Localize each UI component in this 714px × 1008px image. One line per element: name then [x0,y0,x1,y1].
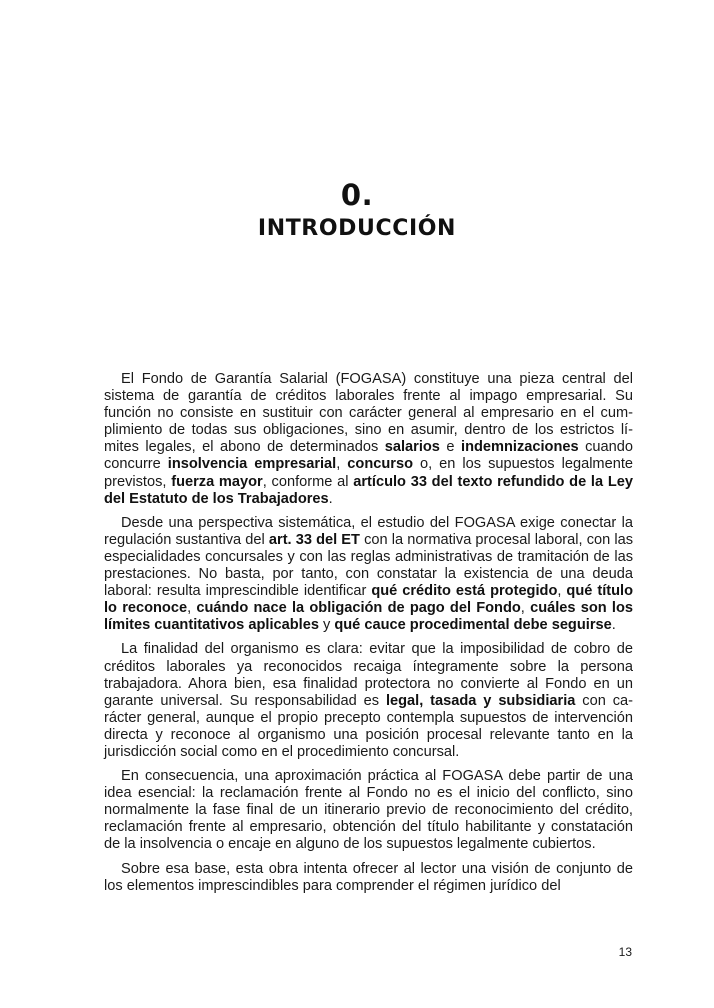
emphasized-text: art. 33 del ET [268,531,360,548]
body-text-run: cuando concurre [104,439,633,473]
body-text-run: y [318,617,335,634]
emphasized-text: qué cauce procedimental debe seguirse [334,617,612,634]
paragraph [104,641,633,761]
body-text-run: , [520,600,531,617]
paragraph [104,861,633,895]
paragraph [104,515,633,635]
body-text-run: con carácter general, aunque el propio precepto contempla supuestos de intervención directa y reconoce al organismo una posición procesal relevante tanto en la jurisdicción social como en el procedimiento concursal. [104,692,633,760]
emphasized-text: indemnizaciones [461,439,579,456]
emphasized-text: artículo 33 del texto refundido de la Ley del Estatuto de los Trabajadores [104,473,633,507]
body-text-run: o, en los supuestos legalmente previstos, [104,456,633,490]
emphasized-text: salarios [384,439,440,456]
body-text-run: . [328,490,333,507]
body-text-run: Desde una perspectiva sistemática, el estudio del FOGASA exige conectar la regulación sustantiva del [104,514,633,548]
body-text-run: , [187,600,197,617]
body-text-run: Sobre esa base, esta obra intenta ofrecer al lector una visión de conjunto de los elementos imprescindibles para comprender el régimen jurídico del [104,860,633,894]
emphasized-text: legal, tasada y subsidiaria [385,692,576,709]
paragraph [104,768,633,853]
body-text-run: . [611,617,616,634]
chapter-number: 0. [340,178,374,212]
body-text-run: La finalidad del organismo es clara: evitar que la imposibilidad de cobro de créditos laborales ya reconocidos recaiga íntegramente sobre la persona trabajadora. Ahora bien, esa finalidad protectora no convierte al Fondo en un garante universal. Su responsabilidad es [104,641,633,709]
emphasized-text: cuándo nace la obligación de pago del Fondo [196,600,521,617]
emphasized-text: insolvencia empresarial [167,456,337,473]
body-text-run: En consecuencia, una aproximación práctica al FOGASA debe partir de una idea esencial: la reclamación frente al Fondo no es el inicio del conflicto, sino normalmente la fase final de un itinerario previo de reconocimiento del crédito, reclamación frente al empresario, obtención del título habilitante y constatación de la insolvencia o encaje en alguno de los supuestos legalmente cubiertos. [104,768,633,853]
body-text-run: , [557,583,567,600]
emphasized-text: concurso [347,456,413,473]
body-text-run: El Fondo de Garantía Salarial (FOGASA) constituye una pieza central del sistema de garantía de créditos laborales frente al impago empresarial. Su función no consiste en sustituir con carácter general al empresario en el cumplimiento de todas sus obligaciones, sino en asumir, dentro de los estrictos límites legales, el abono de determinados [104,371,633,456]
paragraph [104,371,633,508]
body-text-run: e [439,439,462,456]
emphasized-text: qué título lo reconoce [104,583,634,617]
page-number: 13 [618,945,632,959]
body-text-run: , [336,456,348,473]
body-text-run: con la normativa procesal laboral, con las especialidades concursales y con las reglas administrativas de tramitación de las prestaciones. No basta, por tanto, con constatar la existencia de una deuda laboral: resulta imprescindible identificar [104,531,634,600]
body-text [104,371,633,902]
chapter-title: INTRODUCCIÓN [257,216,457,241]
emphasized-text: fuerza mayor [171,473,263,490]
emphasized-text: cuáles son los límites cuantitativos aplicables [104,600,633,634]
emphasized-text: qué crédito está protegido [371,583,558,600]
body-text-run: , conforme al [262,473,354,490]
